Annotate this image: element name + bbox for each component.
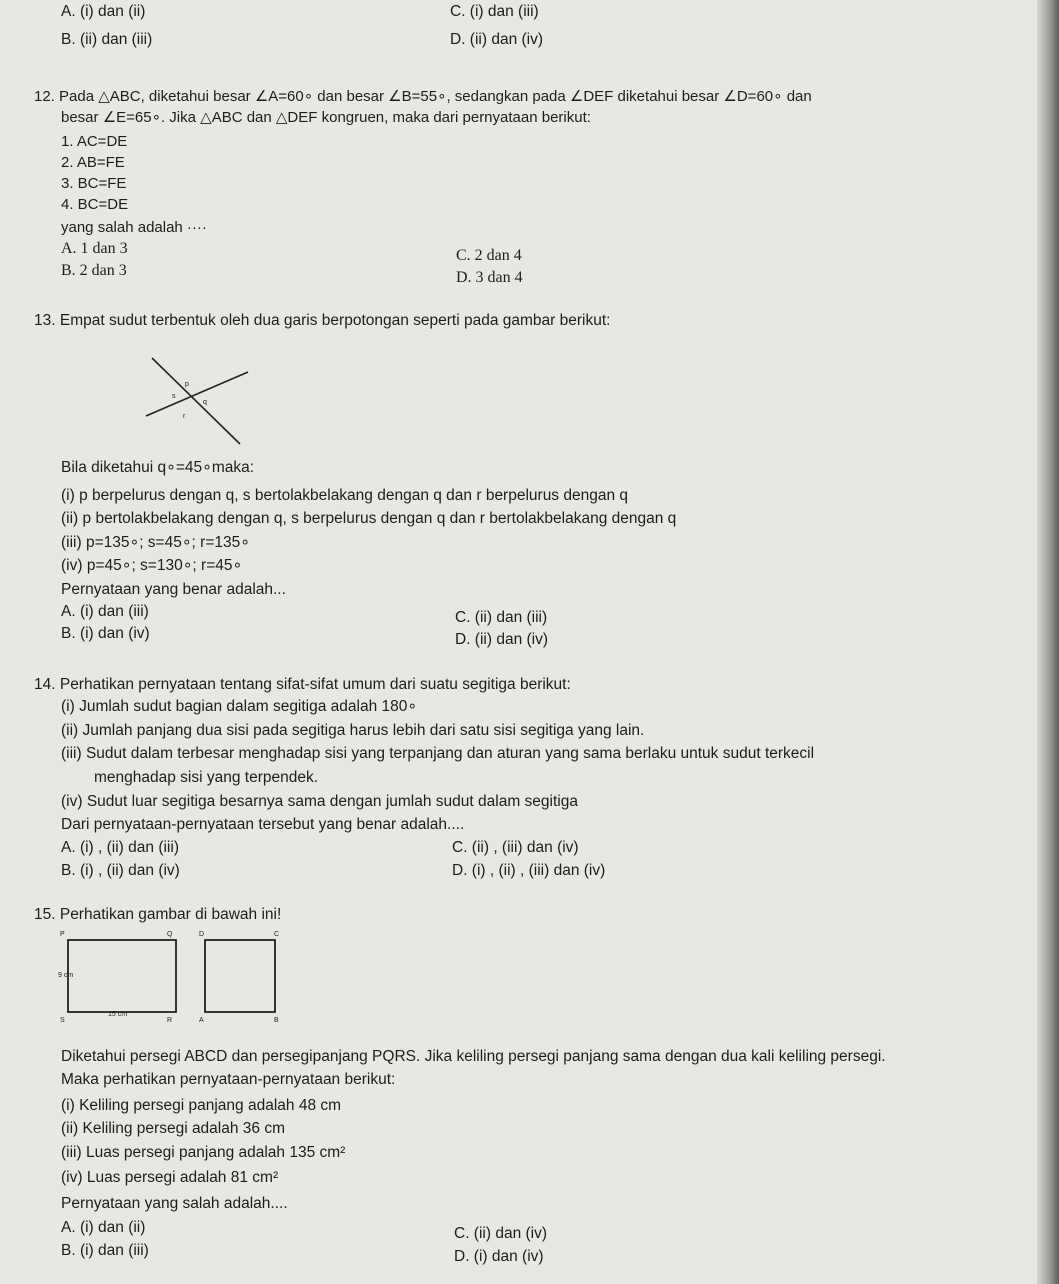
q15-prompt: Pernyataan yang salah adalah.... <box>61 1195 288 1212</box>
page-edge-shadow <box>1037 0 1059 1284</box>
rectangle-pqrs <box>68 940 176 1012</box>
q13-given: Bila diketahui q∘=45∘maka: <box>61 459 255 476</box>
q12-statement-3: 3. BC=FE <box>61 175 127 192</box>
vertex-label-r: R <box>167 1017 173 1024</box>
q14-option-b: B. (i) , (ii) dan (iv) <box>61 862 180 879</box>
angle-label-p: p <box>185 381 189 388</box>
q11-option-a: A. (i) dan (ii) <box>61 3 146 20</box>
q12-option-b: B. 2 dan 3 <box>61 262 127 279</box>
q15-statement-i: (i) Keliling persegi panjang adalah 48 cm <box>61 1097 342 1114</box>
line-1 <box>152 358 240 444</box>
q14-option-c: C. (ii) , (iii) dan (iv) <box>452 839 579 856</box>
q12-statement-2: 2. AB=FE <box>61 154 125 171</box>
q13-option-b: B. (i) dan (iv) <box>61 625 150 642</box>
q14-statement-iii-line2: menghadap sisi yang terpendek. <box>94 769 319 786</box>
q15-line1: Diketahui persegi ABCD dan persegipanjang PQRS. Jika keliling persegi panjang sama dengan dua kali keliling persegi. <box>61 1048 886 1065</box>
q13-statement-iii: (iii) p=135∘; s=45∘; r=135∘ <box>61 534 250 551</box>
q11-option-c: C. (i) dan (iii) <box>450 3 539 20</box>
q14-statement-iii-line1: (iii) Sudut dalam terbesar menghadap sisi yang terpanjang dan aturan yang sama berlaku untuk sudut terkecil <box>61 745 815 762</box>
q15-statement-iii: (iii) Luas persegi panjang adalah 135 cm² <box>61 1144 346 1161</box>
q15-option-d: D. (i) dan (iv) <box>454 1248 544 1265</box>
q15-title: 15. Perhatikan gambar di bawah ini! <box>34 906 282 923</box>
q14-statement-i: (i) Jumlah sudut bagian dalam segitiga adalah 180∘ <box>61 698 418 715</box>
vertex-label-q: Q <box>167 931 173 938</box>
q11-option-b: B. (ii) dan (iii) <box>61 31 153 48</box>
angle-label-q: q <box>203 399 207 406</box>
vertex-label-p: P <box>60 931 65 938</box>
q12-option-d: D. 3 dan 4 <box>456 269 523 286</box>
q15-option-b: B. (i) dan (iii) <box>61 1242 149 1259</box>
line-2 <box>146 372 248 416</box>
rectangle-bottom-label: 15 cm <box>108 1011 128 1018</box>
vertex-label-c: C <box>274 931 280 938</box>
angle-label-r: r <box>183 413 186 420</box>
q14-title: 14. Perhatikan pernyataan tentang sifat-sifat umum dari suatu segitiga berikut: <box>34 676 571 693</box>
q15-statement-iv: (iv) Luas persegi adalah 81 cm² <box>61 1169 279 1186</box>
q12-line2: besar ∠E=65∘. Jika △ABC dan △DEF kongruen, maka dari pernyataan berikut: <box>61 109 591 126</box>
q15-option-c: C. (ii) dan (iv) <box>454 1225 548 1242</box>
angle-label-s: s <box>172 393 176 400</box>
q15-option-a: A. (i) dan (ii) <box>61 1219 146 1236</box>
q11-option-d: D. (ii) dan (iv) <box>450 31 544 48</box>
square-abcd <box>205 940 275 1012</box>
rectangle-side-label: 9 cm <box>58 972 74 979</box>
rectangle-square-figure <box>60 935 290 1020</box>
q14-prompt: Dari pernyataan-pernyataan tersebut yang benar adalah.... <box>61 816 465 833</box>
q13-statement-i: (i) p berpelurus dengan q, s bertolakbelakang dengan q dan r berpelurus dengan q <box>61 487 629 504</box>
q14-statement-iv: (iv) Sudut luar segitiga besarnya sama dengan jumlah sudut dalam segitiga <box>61 793 578 810</box>
q15-statement-ii: (ii) Keliling persegi adalah 36 cm <box>61 1120 286 1137</box>
q13-option-a: A. (i) dan (iii) <box>61 603 149 620</box>
q14-option-a: A. (i) , (ii) dan (iii) <box>61 839 179 856</box>
q12-prompt: yang salah adalah ···· <box>61 219 207 236</box>
q14-option-d: D. (i) , (ii) , (iii) dan (iv) <box>452 862 606 879</box>
q13-option-c: C. (ii) dan (iii) <box>455 609 548 626</box>
vertex-label-s: S <box>60 1017 65 1024</box>
q13-statement-iv: (iv) p=45∘; s=130∘; r=45∘ <box>61 557 243 574</box>
q13-title: 13. Empat sudut terbentuk oleh dua garis berpotongan seperti pada gambar berikut: <box>34 312 611 329</box>
vertex-label-a: A <box>199 1017 204 1024</box>
vertex-label-b: B <box>274 1017 279 1024</box>
q12-statement-4: 4. BC=DE <box>61 196 129 213</box>
q12-line1: 12. Pada △ABC, diketahui besar ∠A=60∘ dan besar ∠B=55∘, sedangkan pada ∠DEF diketahui besar ∠D=60∘ dan <box>34 88 812 105</box>
q14-statement-ii: (ii) Jumlah panjang dua sisi pada segitiga harus lebih dari satu sisi segitiga yang lain. <box>61 722 645 739</box>
q12-option-c: C. 2 dan 4 <box>456 247 522 264</box>
q13-prompt: Pernyataan yang benar adalah... <box>61 581 286 598</box>
intersecting-lines-figure <box>140 350 260 450</box>
q12-option-a: A. 1 dan 3 <box>61 240 128 257</box>
q13-option-d: D. (ii) dan (iv) <box>455 631 549 648</box>
q12-statement-1: 1. AC=DE <box>61 133 128 150</box>
vertex-label-d: D <box>199 931 205 938</box>
q15-line2: Maka perhatikan pernyataan-pernyataan berikut: <box>61 1071 396 1088</box>
q13-statement-ii: (ii) p bertolakbelakang dengan q, s berpelurus dengan q dan r bertolakbelakang dengan q <box>61 510 677 527</box>
